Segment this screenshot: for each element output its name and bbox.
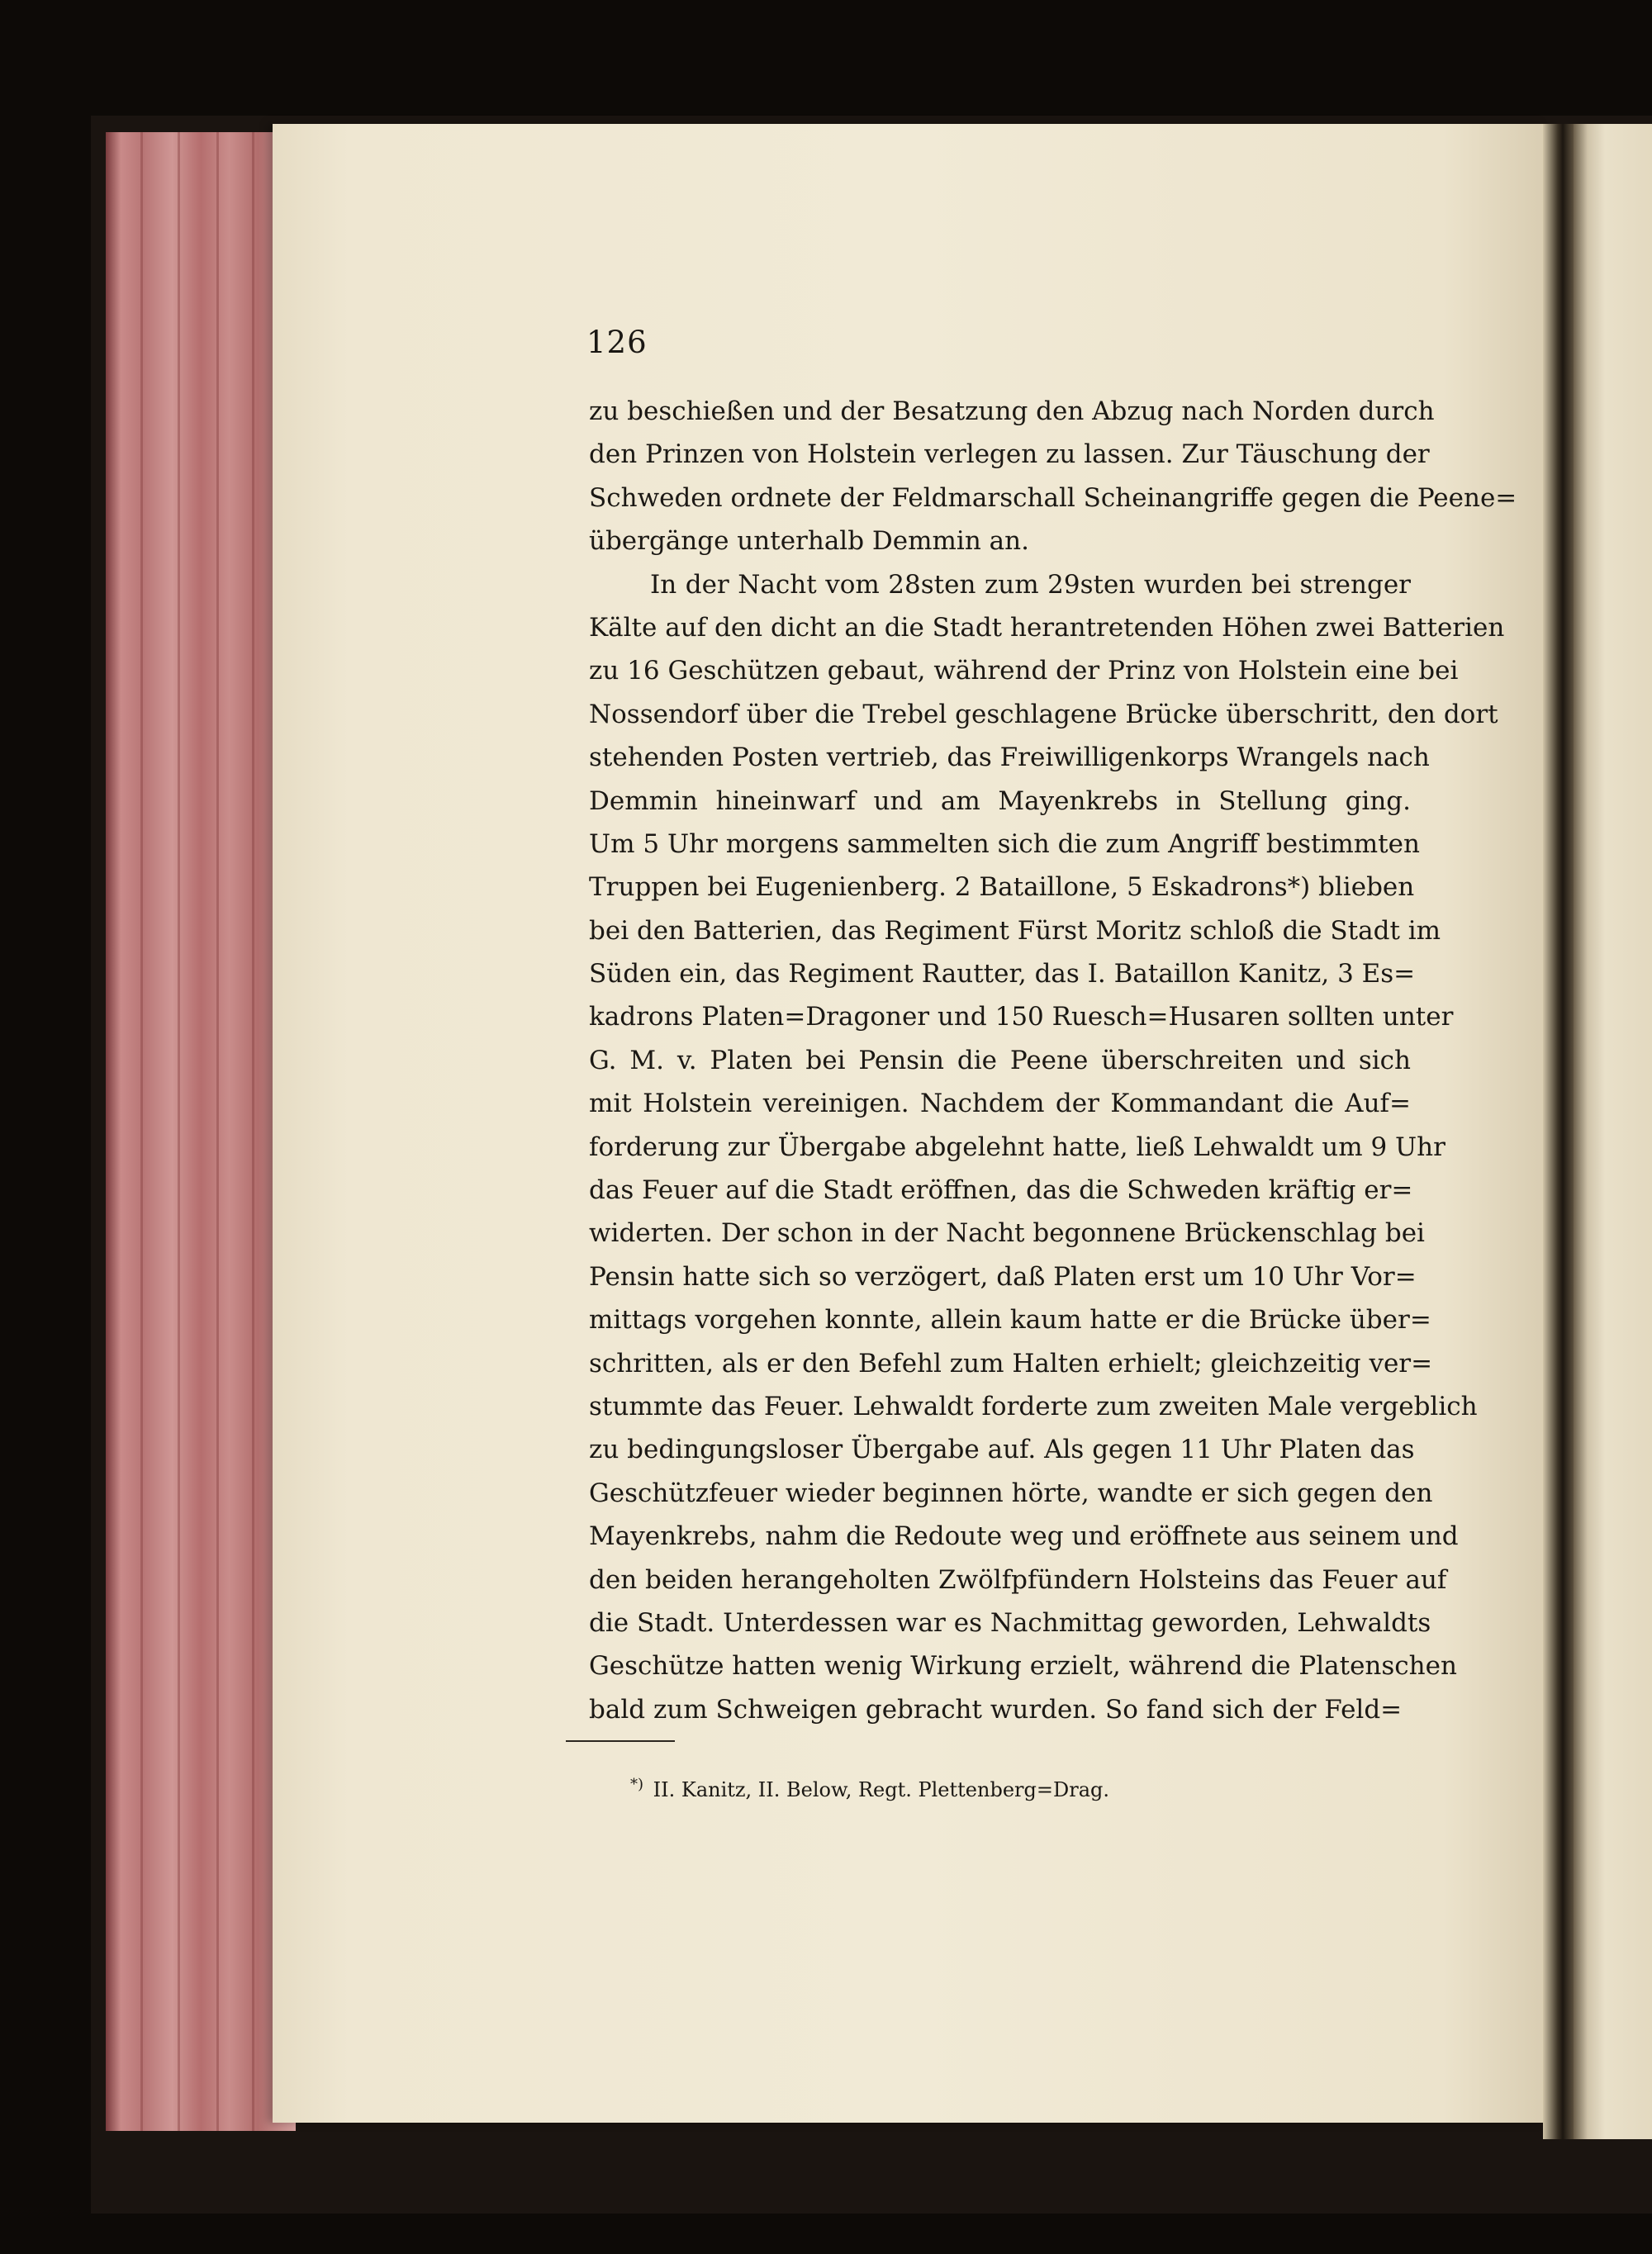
text-line: mittags vorgehen konnte, allein kaum hatte er die Brücke über= bbox=[589, 1305, 1431, 1336]
text-line: Truppen bei Eugenienberg. 2 Bataillone, 5 Eskadrons*) blieben bbox=[589, 872, 1415, 903]
text-line: zu 16 Geschützen gebaut, während der Prinz von Holstein eine bei bbox=[589, 656, 1459, 686]
book-gutter bbox=[1543, 124, 1576, 2139]
red-page-edges bbox=[106, 132, 296, 2131]
text-line: Schweden ordnete der Feldmarschall Scheinangriffe gegen die Peene= bbox=[589, 482, 1517, 513]
text-line: Geschützfeuer wieder beginnen hörte, wandte er sich gegen den bbox=[589, 1478, 1433, 1508]
text-line: das Feuer auf die Stadt eröffnen, das die Schweden kräftig er= bbox=[589, 1175, 1413, 1206]
text-line: forderung zur Übergabe abgelehnt hatte, ließ Lehwaldt um 9 Uhr bbox=[589, 1132, 1446, 1162]
footnote-marker: *) bbox=[630, 1776, 644, 1793]
text-line: den Prinzen von Holstein verlegen zu lassen. Zur Täuschung der bbox=[589, 439, 1430, 470]
text-line: Nossendorf über die Trebel geschlagene Brücke überschritt, den dort bbox=[589, 699, 1498, 729]
text-line: stummte das Feuer. Lehwaldt forderte zum zweiten Male vergeblich bbox=[589, 1391, 1478, 1421]
text-line: Kälte auf den dicht an die Stadt herantretenden Höhen zwei Batterien bbox=[589, 612, 1505, 643]
text-line: Um 5 Uhr morgens sammelten sich die zum Angriff bestimmten bbox=[589, 828, 1420, 859]
page-number: 126 bbox=[586, 325, 648, 360]
text-line: den beiden herangeholten Zwölfpfündern Holsteins das Feuer auf bbox=[589, 1564, 1447, 1595]
footnote-rule bbox=[566, 1740, 675, 1742]
text-line: Mayenkrebs, nahm die Redoute weg und eröffnete aus seinem und bbox=[589, 1521, 1459, 1552]
text-line: zu beschießen und der Besatzung den Abzug nach Norden durch bbox=[589, 396, 1435, 426]
text-line: widerten. Der schon in der Nacht begonnene Brückenschlag bei bbox=[589, 1218, 1425, 1249]
text-line: zu bedingungsloser Übergabe auf. Als gegen 11 Uhr Platen das bbox=[589, 1435, 1415, 1465]
text-line: Demmin hineinwarf und am Mayenkrebs in Stellung ging. bbox=[589, 785, 1411, 816]
page-edge-line bbox=[216, 132, 219, 2131]
text-line: In der Nacht vom 28sten zum 29sten wurden bei strenger bbox=[650, 569, 1411, 600]
body-text bbox=[589, 390, 1517, 1731]
page-edge-line bbox=[140, 132, 143, 2131]
text-line: Pensin hatte sich so verzögert, daß Platen erst um 10 Uhr Vor= bbox=[589, 1261, 1417, 1292]
text-line: kadrons Platen=Dragoner und 150 Ruesch=Husaren sollten unter bbox=[589, 1002, 1454, 1032]
text-line: G. M. v. Platen bei Pensin die Peene überschreiten und sich bbox=[589, 1045, 1411, 1075]
text-line: stehenden Posten vertrieb, das Freiwilligenkorps Wrangels nach bbox=[589, 743, 1430, 773]
page-edge-line bbox=[178, 132, 180, 2131]
text-line: bald zum Schweigen gebracht wurden. So fand sich der Feld= bbox=[589, 1694, 1403, 1725]
text-line: bei den Batterien, das Regiment Fürst Moritz schloß die Stadt im bbox=[589, 915, 1441, 946]
text-line: schritten, als er den Befehl zum Halten erhielt; gleichzeitig ver= bbox=[589, 1348, 1433, 1378]
text-line: Geschütze hatten wenig Wirkung erzielt, während die Platenschen bbox=[589, 1651, 1457, 1682]
footnote-text: II. Kanitz, II. Below, Regt. Plettenberg=Drag. bbox=[653, 1778, 1109, 1801]
next-page-edge bbox=[1574, 124, 1652, 2139]
text-line: mit Holstein vereinigen. Nachdem der Kommandant die Auf= bbox=[589, 1089, 1411, 1119]
footnote bbox=[630, 1776, 1109, 1801]
text-line: Süden ein, das Regiment Rautter, das I. Bataillon Kanitz, 3 Es= bbox=[589, 959, 1416, 989]
page-edge-line bbox=[252, 132, 254, 2131]
text-line: die Stadt. Unterdessen war es Nachmittag geworden, Lehwaldts bbox=[589, 1607, 1431, 1638]
text-line: übergänge unterhalb Demmin an. bbox=[589, 526, 1029, 557]
